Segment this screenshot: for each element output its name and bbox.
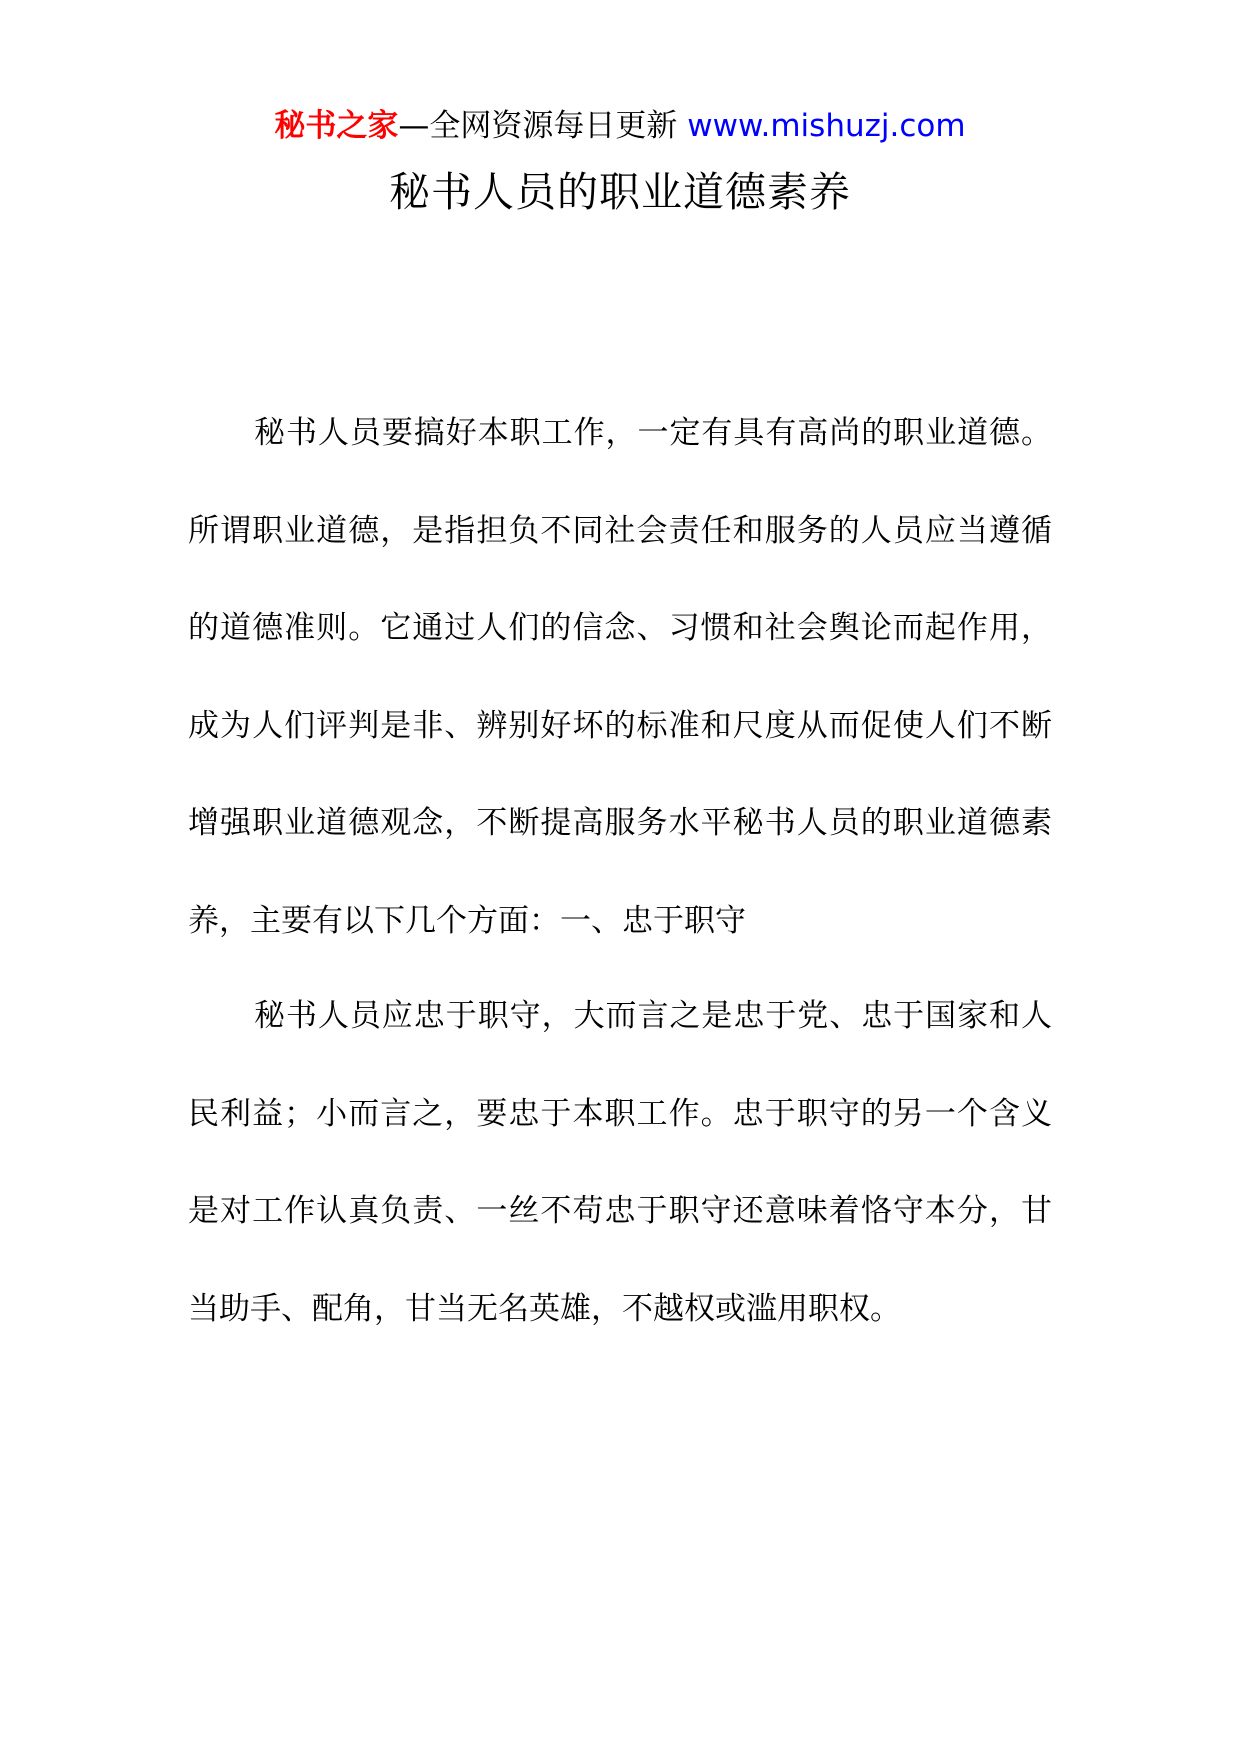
document-title: 秘书人员的职业道德素养 (389, 168, 851, 216)
body-paragraph: 秘书人员应忠于职守，大而言之是忠于党、忠于国家和人民利益；小而言之，要忠于本职工作。忠于职守的另一个含义是对工作认真负责、一丝不苟忠于职守还意味着恪守本分，甘当助手、配角，甘当无名英雄，不越权或滥用职权。 (188, 998, 1052, 1327)
body-paragraph: 秘书人员要搞好本职工作，一定有具有高尚的职业道德。所谓职业道德，是指担负不同社会责任和服务的人员应当遵循的道德准则。它通过人们的信念、习惯和社会舆论而起作用，成为人们评判是非、辨别好坏的标准和尺度从而促使人们不断增强职业道德观念，不断提高服务水平秘书人员的职业道德素养，主要有以下几个方面：一、忠于职守 (188, 415, 1052, 939)
site-header (0, 104, 1240, 148)
document-body (188, 385, 1052, 1358)
site-url-link[interactable]: www.mishuzj.com (687, 108, 966, 144)
site-tagline: —全网资源每日更新 (398, 108, 688, 144)
site-brand: 秘书之家 (274, 108, 399, 144)
